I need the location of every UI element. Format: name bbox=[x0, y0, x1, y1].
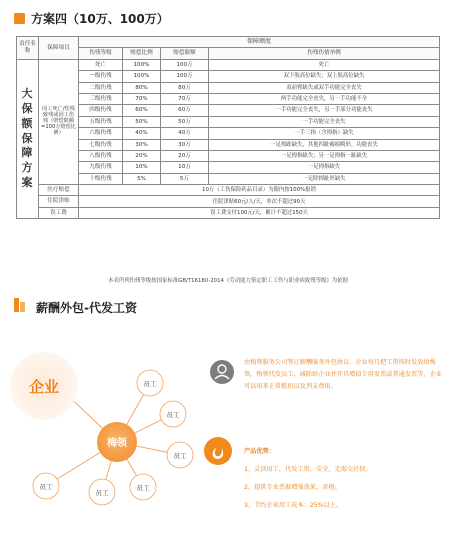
table-footnote: 本表所列伤残等级按国家标准GB/T16180-2014《劳动能力鉴定职工工伤与职业病致残等级》为依据 bbox=[108, 278, 348, 284]
svg-text:员工: 员工 bbox=[39, 483, 53, 491]
limit-cell: 100万 bbox=[161, 71, 209, 82]
table-row-extra bbox=[17, 196, 440, 207]
level-cell: 死亡 bbox=[79, 59, 123, 70]
ratio-cell: 100% bbox=[123, 59, 161, 70]
ratio-cell: 60% bbox=[123, 105, 161, 116]
category-label: 大保额保障方案 bbox=[21, 87, 34, 190]
example-cell: 死亡 bbox=[209, 59, 440, 70]
section-title-payroll: 薪酬外包-代发工资 bbox=[36, 301, 137, 315]
hub-label: 梅领 bbox=[107, 438, 127, 449]
header-example: 伤残伤情举例 bbox=[209, 48, 440, 59]
extra-detail-cell: 误工费支付100元/天，累计不超过150天 bbox=[79, 207, 440, 218]
table-header-row-2 bbox=[17, 48, 440, 59]
table-row-extra bbox=[17, 185, 440, 196]
header-limit: 赔偿限额 bbox=[161, 48, 209, 59]
ratio-cell: 20% bbox=[123, 150, 161, 161]
example-cell: 双下肢高位缺失；双上肢高位缺失 bbox=[209, 71, 440, 82]
header-ratio: 赔偿比例 bbox=[123, 48, 161, 59]
example-cell: 一足拇趾缺失，其他四趾瘢痕畸形，功能丧失 bbox=[209, 139, 440, 150]
limit-cell: 10万 bbox=[161, 162, 209, 173]
ratio-cell: 80% bbox=[123, 82, 161, 93]
advantage-item: 2、提供专业票据增强效果，省税。 bbox=[244, 484, 341, 491]
svg-text:员工: 员工 bbox=[95, 489, 109, 497]
advantage-block bbox=[244, 446, 444, 512]
header-responsibility-name: 责任名称 bbox=[17, 37, 39, 60]
extra-detail-cell: 10万（工伤保险药品目录）为限内按100%报销 bbox=[79, 185, 440, 196]
advantage-item: 3、节约企业用工成本：25%以上。 bbox=[244, 502, 343, 509]
extra-item-cell: 住院津贴 bbox=[39, 196, 79, 207]
limit-cell: 30万 bbox=[161, 139, 209, 150]
ratio-cell: 5% bbox=[123, 173, 161, 184]
employee-node bbox=[89, 479, 115, 505]
level-cell: 二级伤残 bbox=[79, 82, 123, 93]
employee-node bbox=[137, 370, 163, 396]
limit-cell: 40万 bbox=[161, 128, 209, 139]
ratio-cell: 70% bbox=[123, 93, 161, 104]
section-marker-icon-2 bbox=[14, 298, 28, 312]
enterprise-label: 企业 bbox=[28, 378, 60, 396]
svg-text:员工: 员工 bbox=[143, 380, 157, 388]
advantage-icon bbox=[204, 437, 232, 465]
employee-node bbox=[167, 442, 193, 468]
limit-cell: 60万 bbox=[161, 105, 209, 116]
example-cell: 一足拇指缺失；另一足拇指一趾缺失 bbox=[209, 150, 440, 161]
employee-node bbox=[33, 473, 59, 499]
extra-detail-cell: 住院津贴60元/人/天，单次不超过90天 bbox=[79, 196, 440, 207]
limit-cell: 5万 bbox=[161, 173, 209, 184]
svg-text:员工: 员工 bbox=[136, 484, 150, 492]
table-row bbox=[17, 105, 440, 116]
table-row bbox=[17, 71, 440, 82]
ratio-cell: 40% bbox=[123, 128, 161, 139]
header-insured-item: 保障项目 bbox=[39, 37, 79, 60]
example-cell: 一足拇指缺失 bbox=[209, 162, 440, 173]
level-cell: 三级伤残 bbox=[79, 93, 123, 104]
ratio-cell: 100% bbox=[123, 71, 161, 82]
employee-node bbox=[130, 474, 156, 500]
level-cell: 七级伤残 bbox=[79, 139, 123, 150]
example-cell: 一手三指（含拇指）缺失 bbox=[209, 128, 440, 139]
limit-cell: 80万 bbox=[161, 82, 209, 93]
level-cell: 八级伤残 bbox=[79, 150, 123, 161]
info-text-service: 由梅领服务公司签订薪酬服务外包协议，企业每月把工资按时发放给梅领，梅领代发员工，减除给企业并开具增值专用发票或普通发票等，企业可以用来正常抵扣以及列支费用。 bbox=[244, 359, 442, 390]
advantage-item: 1、灵活用工，代发工资，安全，无需交社保。 bbox=[244, 466, 372, 473]
table-header-row-1 bbox=[17, 37, 440, 48]
level-cell: 五级伤残 bbox=[79, 116, 123, 127]
example-cell: 一足除拇趾外缺失 bbox=[209, 173, 440, 184]
header-coverage: 保障额度 bbox=[79, 37, 440, 48]
table-row bbox=[17, 82, 440, 93]
level-cell: 一级伤残 bbox=[79, 71, 123, 82]
ratio-cell: 50% bbox=[123, 116, 161, 127]
insurance-plan-table bbox=[16, 36, 440, 219]
table-row bbox=[17, 150, 440, 161]
extra-item-cell: 误工费 bbox=[39, 207, 79, 218]
ratio-cell: 10% bbox=[123, 162, 161, 173]
category-cell bbox=[17, 59, 39, 218]
limit-cell: 100万 bbox=[161, 59, 209, 70]
svg-text:员工: 员工 bbox=[166, 411, 180, 419]
table-row bbox=[17, 162, 440, 173]
level-cell: 四级伤残 bbox=[79, 105, 123, 116]
top-cropped-strip bbox=[0, 0, 455, 8]
limit-cell: 70万 bbox=[161, 93, 209, 104]
example-cell: 双前臂缺失或双手功能完全丧失 bbox=[209, 82, 440, 93]
table-row bbox=[17, 173, 440, 184]
table-row bbox=[17, 93, 440, 104]
level-cell: 九级伤残 bbox=[79, 162, 123, 173]
limit-cell: 20万 bbox=[161, 150, 209, 161]
advantage-title: 产品优势： bbox=[244, 448, 275, 455]
level-cell: 六级伤残 bbox=[79, 128, 123, 139]
insured-item-cell: 因工死亡/伤残致残或因工伤残（赔偿限额=100万赔偿比例） bbox=[39, 59, 79, 184]
limit-cell: 50万 bbox=[161, 116, 209, 127]
info-icon-dark bbox=[210, 360, 234, 384]
ratio-cell: 30% bbox=[123, 139, 161, 150]
table-row-extra bbox=[17, 207, 440, 218]
svg-text:员工: 员工 bbox=[173, 452, 187, 460]
table-row bbox=[17, 139, 440, 150]
header-level: 伤残等级 bbox=[79, 48, 123, 59]
example-cell: 一手功能完全丧失，另一手部分功能丧失 bbox=[209, 105, 440, 116]
section-marker-icon bbox=[14, 13, 25, 24]
employee-node bbox=[160, 401, 186, 427]
example-cell: 两手功能完全丧失，另一手功能不全 bbox=[209, 93, 440, 104]
table-row bbox=[17, 128, 440, 139]
example-cell: 一手功能完全丧失 bbox=[209, 116, 440, 127]
extra-item-cell: 医疗赔偿 bbox=[39, 185, 79, 196]
level-cell: 十级伤残 bbox=[79, 173, 123, 184]
table-row bbox=[17, 116, 440, 127]
section-title-plan4: 方案四（10万、100万） bbox=[31, 12, 169, 26]
table-row bbox=[17, 59, 440, 70]
